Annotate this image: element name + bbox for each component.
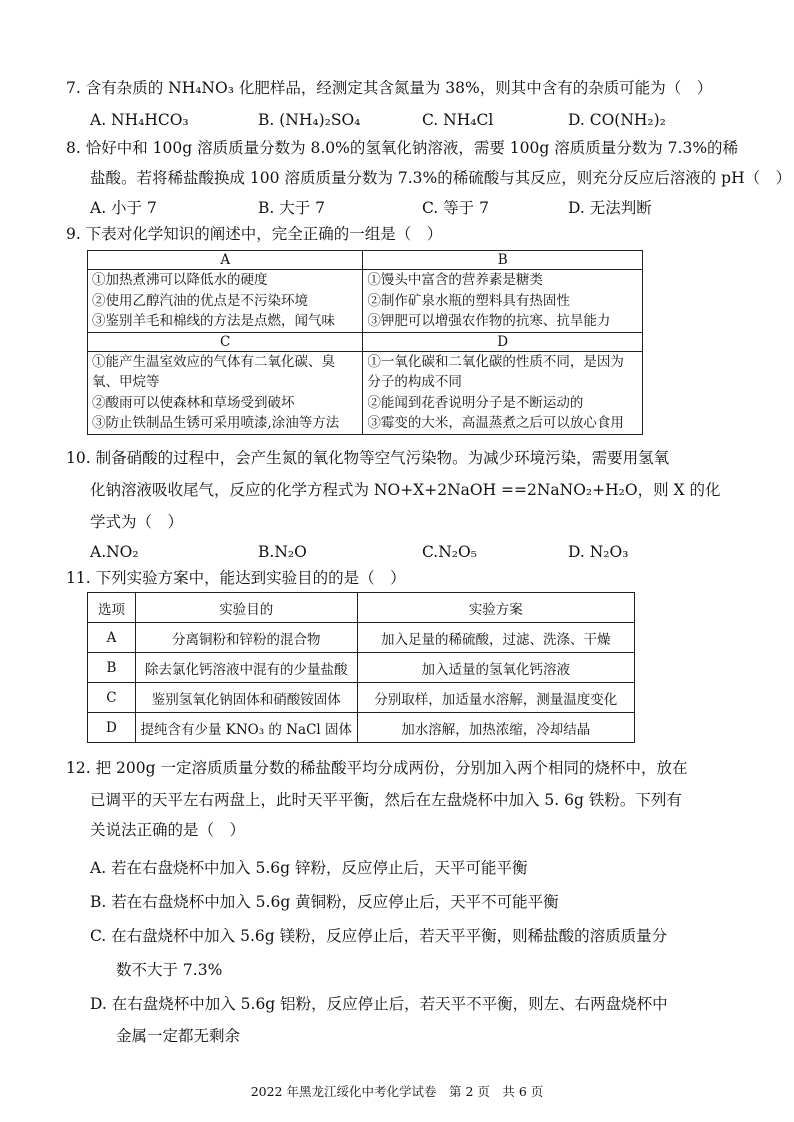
q12-option-a[interactable]: A. 若在右盘烧杯中加入 5.6g 锌粉，反应停止后，天平可能平衡 [90,859,528,877]
q9-a-line: ②使用乙醇汽油的优点是不污染环境 [92,292,308,309]
q9-b-line: ①馒头中富含的营养素是糖类 [367,272,543,288]
q9-cell-c [88,351,363,434]
q12-stem-line2: 已调平的天平左右两盘上，此时天平平衡，然后在左盘烧杯中加入 5. 6g 铁粉。下列有 [90,791,682,809]
q8-option-b[interactable]: B. 大于 7 [258,199,326,217]
q12-option-b[interactable]: B. 若在右盘烧杯中加入 5.6g 黄铜粉，反应停止后，天平不可能平衡 [90,893,559,911]
q7-option-b[interactable]: B. (NH₄)₂SO₄ [258,111,361,129]
q11-table [87,592,635,743]
table-row [88,713,635,743]
q9-header-d: D [363,332,643,351]
q9-d-line: ①一氧化碳和二氧化碳的性质不同，是因为 [367,353,624,370]
q10-stem-line2: 化钠溶液吸收尾气，反应的化学方程式为 NO+X+2NaOH ==2NaNO₂+H₂O，则 X 的化 [90,481,721,499]
q11-row-label: B [88,653,136,683]
q7-option-d[interactable]: D. CO(NH₂)₂ [568,111,666,129]
q11-row-purpose: 分离铜粉和锌粉的混合物 [135,623,357,653]
table-row [88,653,635,683]
q8-stem-line1: 8. 恰好中和 100g 溶质质量分数为 8.0%的氢氧化钠溶液，需要 100g 溶质质量分数为 7.3%的稀 [66,139,739,157]
q8-stem-line2: 盐酸。若将稀盐酸换成 100 溶质质量分数为 7.3%的稀硫酸与其反应，则充分反应后溶液的 pH（ ） [90,169,792,187]
q9-d-line: ②能闻到花香说明分子是不断运动的 [367,394,584,411]
q11-row-plan: 加入适量的氢氧化钙溶液 [357,653,634,683]
q9-table [87,250,643,435]
q11-row-plan: 分别取样，加适量水溶解，测量温度变化 [357,683,634,713]
q9-stem: 9. 下表对化学知识的阐述中，完全正确的一组是（ ） [66,225,443,243]
q7-stem: 7. 含有杂质的 NH₄NO₃ 化肥样品，经测定其含氮量为 38%，则其中含有的杂质可能为（ ） [66,79,713,97]
q11-header-purpose: 实验目的 [135,593,357,623]
q9-a-line: ①加热煮沸可以降低水的硬度 [92,272,268,288]
q11-row-purpose: 除去氯化钙溶液中混有的少量盐酸 [135,653,357,683]
q12-stem-line3: 关说法正确的是（ ） [90,821,246,839]
q9-cell-b [363,270,643,333]
q9-c-line: ①能产生温室效应的气体有二氧化碳、臭 [92,353,335,370]
q12-option-d-cont: 金属一定都无剩余 [116,1027,241,1045]
q11-row-purpose: 提纯含有少量 KNO₃ 的 NaCl 固体 [135,713,357,743]
q11-row-purpose: 鉴别氢氧化钠固体和硝酸铵固体 [135,683,357,713]
q9-cell-d [363,351,643,434]
q12-option-d[interactable]: D. 在右盘烧杯中加入 5.6g 铝粉，反应停止后，若天平不平衡，则左、右两盘烧杯中 [90,995,668,1013]
q9-c-line: 氧、甲烷等 [92,374,160,390]
q10-stem-line1: 10. 制备硝酸的过程中，会产生氮的氧化物等空气污染物。为减少环境污染，需要用氢氧 [66,449,670,467]
q9-b-line: ②制作矿泉水瓶的塑料具有热固性 [367,292,570,309]
q11-row-plan: 加入足量的稀硫酸，过滤、洗涤、干燥 [357,623,634,653]
q9-a-line: ③鉴别羊毛和棉线的方法是点燃，闻气味 [92,313,335,329]
q11-header-option: 选项 [88,593,136,623]
q10-stem-line3: 学式为（ ） [90,513,184,531]
q8-option-a[interactable]: A. 小于 7 [90,199,157,217]
q10-option-d[interactable]: D. N₂O₃ [568,543,629,561]
q9-b-line: ③钾肥可以增强农作物的抗寒、抗旱能力 [367,313,611,329]
q10-option-a[interactable]: A.NO₂ [90,543,139,561]
q8-option-c[interactable]: C. 等于 7 [422,199,489,217]
q11-row-label: D [88,713,136,743]
q7-option-a[interactable]: A. NH₄HCO₃ [90,111,189,129]
q11-header-row [88,593,635,623]
page-footer: 2022 年黑龙江绥化中考化学试卷 第 2 页 共 6 页 [250,1084,544,1099]
q7-option-c[interactable]: C. NH₄Cl [422,111,494,129]
q9-c-line: ②酸雨可以使森林和草场受到破坏 [92,394,295,411]
q9-d-line: ③霉变的大米，高温蒸煮之后可以放心食用 [367,415,624,431]
q10-option-c[interactable]: C.N₂O₅ [422,543,477,561]
q12-option-c-cont: 数不大于 7.3% [116,961,223,979]
q10-option-b[interactable]: B.N₂O [258,543,307,561]
q9-cell-a [88,270,363,333]
q11-stem: 11. 下列实验方案中，能达到实验目的的是（ ） [66,569,406,587]
q11-row-label: C [88,683,136,713]
q11-header-plan: 实验方案 [357,593,634,623]
q8-option-d[interactable]: D. 无法判断 [568,199,652,217]
table-row [88,683,635,713]
q9-header-a: A [88,251,363,270]
q9-c-line: ③防止铁制品生锈可采用喷漆,涂油等方法 [92,415,340,431]
q12-stem-line1: 12. 把 200g 一定溶质质量分数的稀盐酸平均分成两份，分别加入两个相同的烧杯中，放在 [66,759,688,777]
q9-header-b: B [363,251,643,270]
q11-row-label: A [88,623,136,653]
table-row [88,623,635,653]
q11-row-plan: 加水溶解，加热浓缩，冷却结晶 [357,713,634,743]
q9-d-line: 分子的构成不同 [367,374,462,390]
q12-option-c[interactable]: C. 在右盘烧杯中加入 5.6g 镁粉，反应停止后，若天平平衡，则稀盐酸的溶质质量分 [90,927,668,945]
q9-header-c: C [88,332,363,351]
